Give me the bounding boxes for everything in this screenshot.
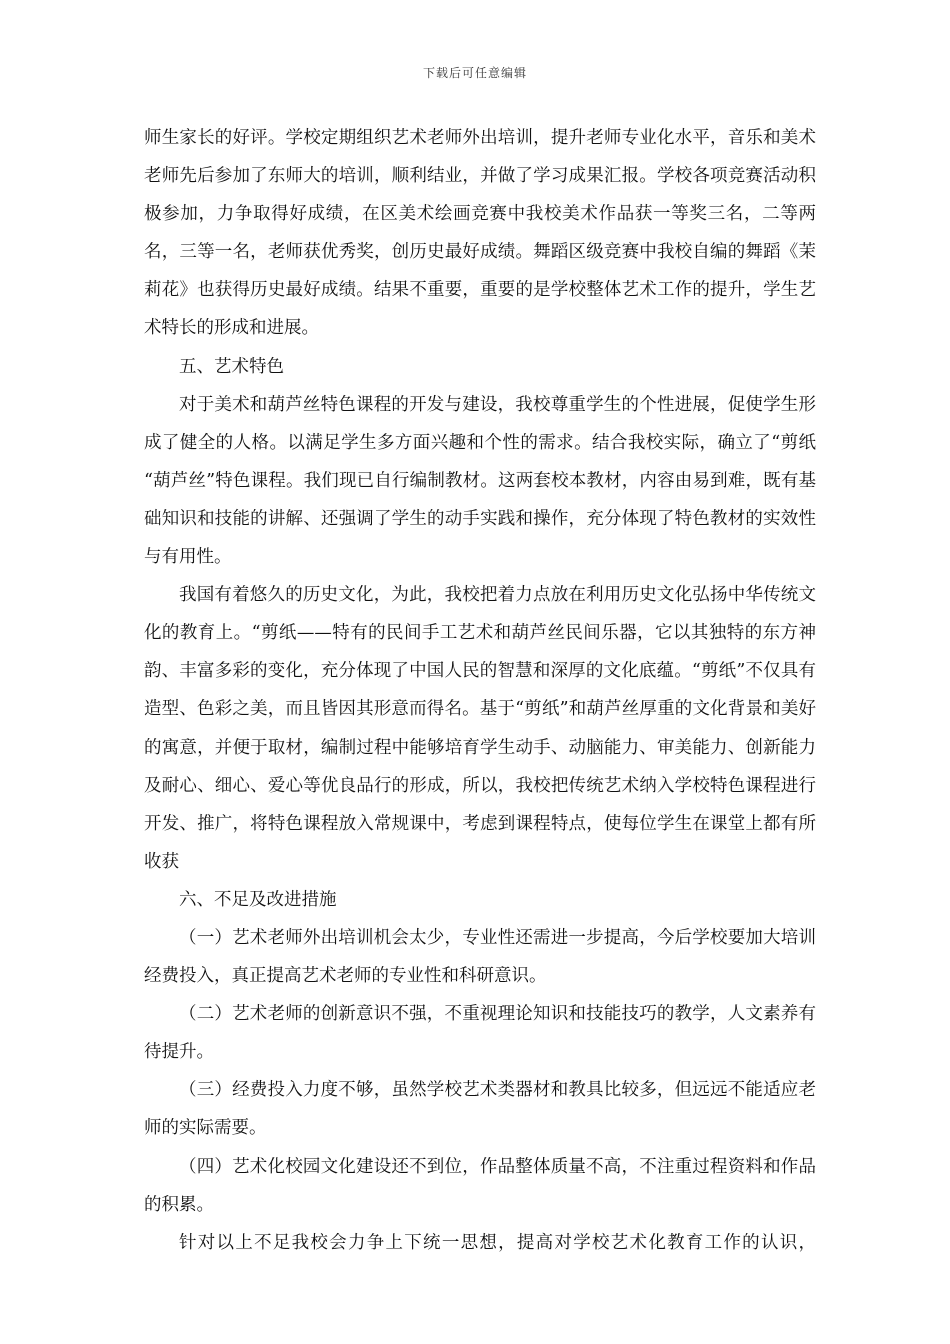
paragraph-conclusion: 针对以上不足我校会力争上下统一思想，提高对学校艺术化教育工作的认识， <box>179 1232 816 1253</box>
paragraph-culture: 我国有着悠久的历史文化，为此，我校把着力点放在利用历史文化弘扬中华传统文化的教育上。“剪纸——特有的民间手工艺术和葫芦丝民间乐器，它以其独特的东方神韵、丰富多彩的变化，充分体现了中国人民的智慧和深厚的文化底蕴。“剪纸”不仅具有造型、色彩之美，而且皆因其形意而得名。基于“剪纸”和葫芦丝厚重的文化背景和美好的寓意，并便于取材，编制过程中能够培育学生动手、动脑能力、审美能力、创新能力及耐心、细心、爱心等优良品行的形成，所以，我校把传统艺术纳入学校特色课程进行开发、推广，将特色课程放入常规课中，考虑到课程特点，使每位学生在课堂上都有所收获 <box>144 585 816 872</box>
paragraph-continuation: 师生家长的好评。学校定期组织艺术老师外出培训，提升老师专业化水平，音乐和美术老师先后参加了东师大的培训，顺利结业，并做了学习成果汇报。学校各项竞赛活动积极参加，力争取得好成绩，在区美术绘画竞赛中我校美术作品获一等奖三名，二等两名，三等一名，老师获优秀奖，创历史最好成绩。舞蹈区级竞赛中我校自编的舞蹈《茉莉花》也获得历史最好成绩。结果不重要，重要的是学校整体艺术工作的提升，学生艺术特长的形成和进展。 <box>144 128 816 339</box>
paragraph-item-2: （二）艺术老师的创新意识不强，不重视理论知识和技能技巧的教学，人文素养有待提升。 <box>144 1004 816 1063</box>
paragraph-curriculum: 对于美术和葫芦丝特色课程的开发与建设，我校尊重学生的个性进展，促使学生形成了健全的人格。以满足学生多方面兴趣和个性的需求。结合我校实际，确立了“剪纸 “葫芦丝”特色课程。我们现已自行编制教材。这两套校本教材，内容由易到难，既有基础知识和技能的讲解、还强调了学生的动手实践和操作，充分体现了特色教材的实效性与有用性。 <box>144 394 816 568</box>
paragraph-item-4: （四）艺术化校园文化建设还不到位，作品整体质量不高，不注重过程资料和作品的积累。 <box>144 1156 816 1215</box>
section-heading-shortcomings: 六、不足及改进措施 <box>179 889 337 910</box>
page-header: 下载后可任意编辑 <box>422 66 527 80</box>
paragraph-item-3: （三）经费投入力度不够，虽然学校艺术类器材和教具比较多，但远远不能适应老师的实际需要。 <box>144 1080 816 1139</box>
document-body <box>144 119 816 1262</box>
paragraph-item-1: （一）艺术老师外出培训机会太少，专业性还需进一步提高，今后学校要加大培训经费投入，真正提高艺术老师的专业性和科研意识。 <box>144 927 816 987</box>
section-heading-art-features: 五、艺术特色 <box>179 356 284 377</box>
